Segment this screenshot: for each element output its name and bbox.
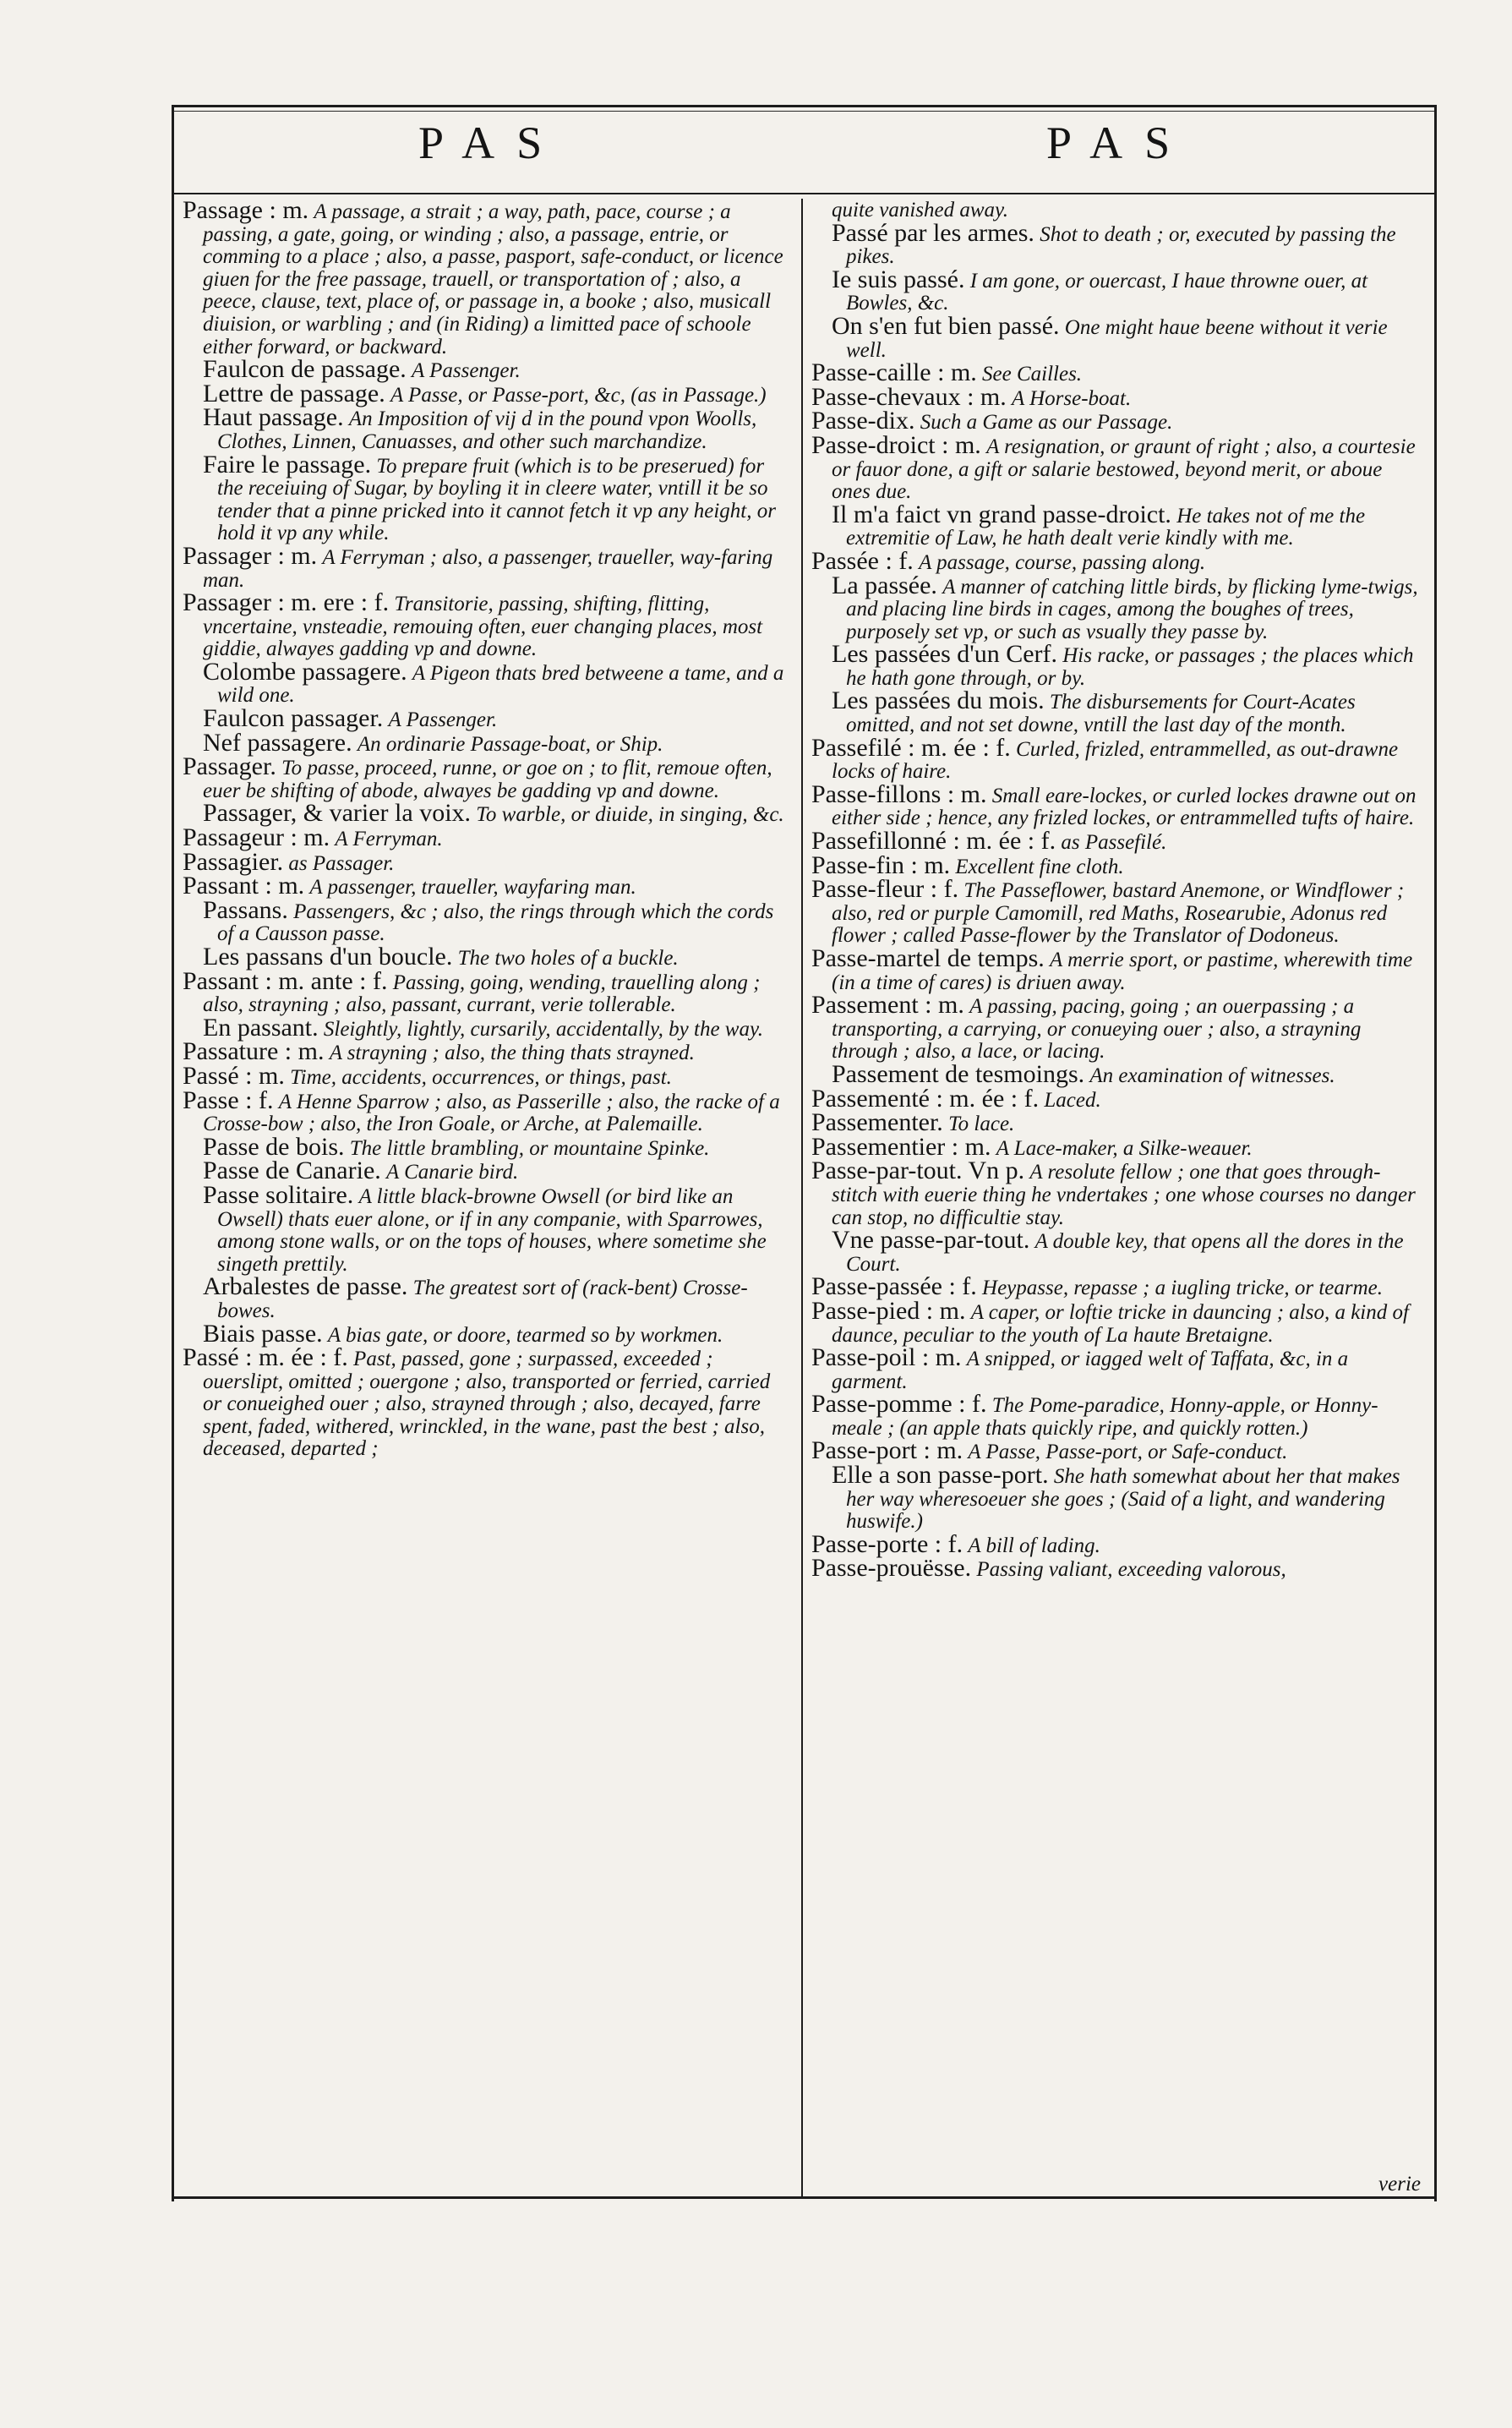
dictionary-entry — [811, 1226, 1420, 1276]
entry-definition: as Passager. — [288, 851, 395, 875]
entry-headword: Arbalestes de passe. — [203, 1272, 408, 1301]
entry-headword: Passe : f. — [183, 1085, 274, 1114]
entry-headword: Biais passe. — [203, 1319, 323, 1348]
entry-headword: Nef passagere. — [203, 728, 352, 757]
entry-definition: A passing, pacing, going ; an ouerpassing ; a transporting, a carrying, or conueying ouer ; also, a strayning through ; also, a lace, or lacing. — [832, 995, 1362, 1064]
entry-definition: A Canarie bird. — [386, 1161, 519, 1184]
entry-definition: A manner of catching little birds, by flicking lyme-twigs, and placing line birds in cages, among the boughes of trees, purposely set vp, or such as vsually they passe by. — [846, 575, 1418, 643]
entry-headword: Passé : m. — [183, 1061, 285, 1090]
frame-right-rule — [1434, 105, 1437, 2201]
entry-definition: A double key, that opens all the dores in the Court. — [846, 1230, 1404, 1276]
entry-definition: The Passeflower, bastard Anemone, or Windflower ; also, red or purple Camomill, red Maths, Rosearubie, Adonus red flower ; called Passe-flower by the Translator of Dodoneus. — [832, 879, 1405, 948]
entry-headword: Passager. — [183, 752, 276, 781]
entry-definition: The little brambling, or mountaine Spinke. — [349, 1136, 710, 1160]
entry-headword: Passe-dix. — [811, 407, 915, 435]
entry-headword: Passe-chevaux : m. — [811, 382, 1007, 411]
entry-definition: A Lace-maker, a Silke-weauer. — [996, 1136, 1253, 1160]
entry-headword: Passage : m. — [183, 196, 309, 224]
dictionary-entry — [811, 1296, 1420, 1347]
dictionary-entry — [183, 752, 791, 802]
dictionary-entry — [811, 430, 1420, 504]
entry-headword: Passé : m. ée : f. — [183, 1343, 348, 1372]
dictionary-entry — [811, 875, 1420, 948]
entry-headword: Passefillonné : m. ée : f. — [811, 827, 1056, 856]
dictionary-entry — [811, 686, 1420, 737]
entry-definition: A resolute fellow ; one that goes through-stitch with euerie thing he vndertakes ; one whose courses no danger can stop, no difficultie stay. — [832, 1161, 1416, 1229]
entry-headword: Passée : f. — [811, 546, 914, 575]
entry-definition: The disbursements for Court-Acates omitted, and not set downe, vntill the last day of the month. — [846, 691, 1356, 737]
entry-definition: A Passe, Passe-port, or Safe-conduct. — [968, 1441, 1288, 1464]
entry-definition: A passage, a strait ; a way, path, pace, course ; a passing, a gate, going, or winding ; also, a passage, entrie, or comming to a place ; also, a passe, pasport, safe-conduct, or licence giuen for the free passage, trauell, or transportation of ; also, a peece, clause, text, place of, or passage in, a booke ; also, musicall diuision, or warbling ; and (in Riding) a limitted pace of schoole either forward, or backward. — [203, 200, 783, 358]
header-rule — [173, 193, 1437, 194]
entry-headword: Haut passage. — [203, 403, 344, 432]
entry-headword: Faulcon de passage. — [203, 355, 407, 384]
entry-headword: Lettre de passage. — [203, 379, 385, 407]
entry-headword: Passe-droict : m. — [811, 430, 981, 459]
dictionary-entry — [811, 944, 1420, 994]
dictionary-entry — [183, 966, 791, 1017]
dictionary-entry — [183, 196, 791, 358]
dictionary-entry — [183, 1272, 791, 1322]
entry-definition: Time, accidents, occurrences, or things, past. — [290, 1065, 672, 1089]
entry-headword: Passe-caille : m. — [811, 358, 977, 387]
entry-headword: Faulcon passager. — [203, 704, 384, 733]
entry-definition: An ordinarie Passage-boat, or Ship. — [357, 732, 663, 756]
entry-headword: Passefilé : m. ée : f. — [811, 733, 1011, 762]
entry-definition: Passing, going, wending, trauelling along ; also, strayning ; also, passant, currant, verie tollerable. — [203, 971, 761, 1017]
entry-definition: See Cailles. — [982, 363, 1083, 386]
entry-headword: Ie suis passé. — [832, 265, 965, 293]
entry-definition: A bias gate, or doore, tearmed so by workmen. — [327, 1323, 723, 1347]
entry-definition: Past, passed, gone ; surpassed, exceeded ; ouerslipt, omitted ; ouergone ; also, transported or ferried, carried or conueighed ouer ; also, strayned through ; also, decayed, farre spent, faded, withered, wrinckled, in the wane, past the best ; also, deceased, departed ; — [203, 1348, 771, 1461]
entry-definition: A passenger, traueller, wayfaring man. — [309, 876, 636, 900]
column-divider — [801, 199, 803, 2196]
entry-headword: Passagier. — [183, 847, 284, 876]
entry-definition: The Pome-paradice, Honny-apple, or Honny-meale ; (an apple thats quickly ripe, and quickly rotten.) — [832, 1394, 1378, 1440]
entry-definition: To passe, proceed, runne, or goe on ; to flit, remoue often, euer be shifting of abode, alwayes be gadding vp and downe. — [203, 757, 772, 802]
entry-headword: Passe-martel de temps. — [811, 944, 1045, 972]
entry-definition: I am gone, or ouercast, I haue throwne ouer, at Bowles, &c. — [846, 269, 1368, 315]
entry-definition: A Passenger. — [388, 708, 498, 732]
dictionary-entry — [811, 1343, 1420, 1393]
entry-definition: Laced. — [1044, 1088, 1101, 1112]
dictionary-entry — [183, 1180, 791, 1276]
dictionary-entry — [183, 588, 791, 661]
entry-definition: Shot to death ; or, executed by passing the pikes. — [846, 222, 1396, 269]
frame-top-rule — [173, 105, 1437, 107]
entry-definition: To prepare fruit (which is to be preserued) for the receiuing of Sugar, by boyling it in cleere water, vntill it be so tender that a pinne pricked into it cannot fetch it vp any height, or hold it vp any while. — [217, 454, 776, 545]
entry-headword: Passe-fin : m. — [811, 850, 951, 879]
entry-definition: A resignation, or graunt of right ; also, a courtesie or fauor done, a gift or salarie bestowed, beyond merit, or aboue ones due. — [832, 435, 1416, 504]
entry-headword: Passager, & varier la voix. — [203, 799, 472, 828]
dictionary-entry — [811, 733, 1420, 784]
entry-headword: On s'en fut bien passé. — [832, 311, 1060, 340]
entry-definition: Heypasse, repasse ; a iugling tricke, or tearme. — [982, 1277, 1384, 1300]
entry-headword: La passée. — [832, 571, 937, 599]
entry-definition: A Ferryman ; also, a passenger, traueller, way-faring man. — [203, 545, 773, 592]
entry-definition: A Horse-boat. — [1012, 386, 1132, 410]
entry-definition: To lace. — [948, 1113, 1015, 1136]
entry-headword: Passageur : m. — [183, 823, 330, 852]
entry-headword: Passementé : m. ée : f. — [811, 1084, 1040, 1113]
running-head-left: PAS — [418, 118, 565, 168]
entry-headword: Passe-port : m. — [811, 1436, 963, 1465]
entry-definition: A merrie sport, or pastime, wherewith time (in a time of cares) is driuen away. — [832, 949, 1413, 994]
entry-headword: Passement de tesmoings. — [832, 1059, 1085, 1088]
entry-definition: Passengers, &c ; also, the rings through which the cords of a Causson passe. — [217, 900, 774, 946]
entry-definition: The greatest sort of (rack-bent) Crosse-bowes. — [217, 1277, 748, 1322]
entry-definition: A snipped, or iagged welt of Taffata, &c, in a garment. — [832, 1348, 1349, 1393]
dictionary-entry — [811, 640, 1420, 690]
entry-definition: She hath somewhat about her that makes her way wheresoeuer she goes ; (Said of a light, and wandering huswife.) — [846, 1465, 1400, 1534]
dictionary-entry — [183, 541, 791, 592]
entry-headword: Passe de bois. — [203, 1132, 345, 1161]
entry-headword: Passe-par-tout. Vn p. — [811, 1157, 1025, 1185]
dictionary-entry — [811, 571, 1420, 644]
entry-definition: as Passefilé. — [1061, 831, 1167, 855]
entry-headword: Faire le passage. — [203, 450, 372, 478]
entry-headword: Passe-prouësse. — [811, 1554, 972, 1583]
entry-definition: To warble, or diuide, in singing, &c. — [476, 803, 784, 827]
frame-top-rule-inner — [173, 111, 1437, 112]
entry-headword: Les passées d'un Cerf. — [832, 640, 1057, 669]
entry-definition: An examination of witnesses. — [1089, 1064, 1335, 1087]
entry-headword: Elle a son passe-port. — [832, 1461, 1049, 1490]
entry-headword: En passant. — [203, 1013, 319, 1042]
entry-headword: Passager : m. ere : f. — [183, 588, 390, 617]
entry-headword: Les passées du mois. — [832, 686, 1045, 715]
entry-headword: Passe-porte : f. — [811, 1529, 963, 1558]
entry-headword: Passe-fleur : f. — [811, 875, 959, 904]
entry-definition: A bill of lading. — [968, 1534, 1100, 1557]
dictionary-entry — [811, 1461, 1420, 1534]
entry-definition: The two holes of a buckle. — [457, 947, 679, 970]
entry-definition: quite vanished away. — [832, 199, 1008, 221]
entry-definition: Transitorie, passing, shifting, flitting, vncertaine, vnsteadie, remouing often, euer changing places, most giddie, alwayes gadding vp and downe. — [203, 593, 763, 661]
dictionary-entry — [183, 403, 791, 453]
entry-definition: One might haue beene without it verie well. — [846, 315, 1388, 362]
entry-definition: A caper, or loftie tricke in dauncing ; also, a kind of daunce, peculiar to the youth of La haute Bretaigne. — [832, 1300, 1409, 1347]
dictionary-entry — [811, 311, 1420, 362]
dictionary-entry — [183, 1061, 791, 1090]
entry-definition: An Imposition of vij d in the pound vpon Woolls, Clothes, Linnen, Canuasses, and other such marchandize. — [217, 407, 757, 453]
entry-definition: A Passe, or Passe-port, &c, (as in Passage.) — [390, 383, 767, 407]
entry-headword: Les passans d'un boucle. — [203, 943, 453, 971]
entry-headword: Passant : m. ante : f. — [183, 966, 388, 995]
entry-definition: A little black-browne Owsell (or bird like an Owsell) thats euer alone, or if in any companie, with Sparrowes, among stone walls, or on the tops of houses, where sometime she singeth prettily. — [217, 1184, 767, 1276]
catchword: verie — [1378, 2173, 1421, 2196]
entry-headword: Il m'a faict vn grand passe-droict. — [832, 500, 1171, 528]
entry-headword: Passe-pied : m. — [811, 1296, 966, 1325]
frame-left-rule — [172, 105, 174, 2201]
entry-headword: Passe-fillons : m. — [811, 779, 987, 808]
entry-headword: Passe de Canarie. — [203, 1157, 381, 1185]
dictionary-entry — [811, 500, 1420, 550]
dictionary-entry — [811, 779, 1420, 830]
entry-definition: A strayning ; also, the thing thats strayned. — [329, 1042, 695, 1065]
entry-headword: Vne passe-par-tout. — [832, 1226, 1030, 1255]
entry-headword: Passe-passée : f. — [811, 1272, 977, 1301]
entry-headword: Passementier : m. — [811, 1132, 991, 1161]
entry-definition: A Henne Sparrow ; also, as Passerille ; also, the racke of a Crosse-bow ; also, the Iron Goale, or Arche, at Palemaille. — [203, 1090, 780, 1136]
dictionary-entry — [183, 895, 791, 946]
dictionary-entry — [811, 1554, 1420, 1583]
running-head-right: PAS — [1046, 118, 1193, 168]
entry-headword: Passans. — [203, 895, 288, 924]
dictionary-entry — [183, 1343, 791, 1461]
dictionary-entry — [811, 1157, 1420, 1229]
entry-headword: Passementer. — [811, 1108, 943, 1137]
entry-definition: Sleightly, lightly, cursarily, accidentally, by the way. — [323, 1017, 763, 1041]
entry-headword: Passature : m. — [183, 1037, 325, 1066]
entry-headword: Passe solitaire. — [203, 1180, 354, 1209]
entry-definition: Such a Game as our Passage. — [920, 411, 1173, 435]
entry-definition: A passage, course, passing along. — [919, 550, 1206, 574]
entry-headword: Passement : m. — [811, 991, 964, 1020]
entry-headword: Colombe passagere. — [203, 657, 407, 686]
dictionary-entry — [183, 1085, 791, 1136]
entry-definition: Excellent fine cloth. — [955, 855, 1124, 878]
dictionary-entry — [811, 991, 1420, 1064]
entry-headword: Passé par les armes. — [832, 218, 1034, 247]
entry-headword: Passant : m. — [183, 872, 305, 900]
entry-headword: Passager : m. — [183, 541, 318, 570]
entry-headword: Passe-pomme : f. — [811, 1390, 987, 1419]
entry-definition: Small eare-lockes, or curled lockes drawne out on either side ; hence, any frizled lockes, or entrammelled tufts of haire. — [832, 784, 1416, 830]
entry-definition: Passing valiant, exceeding valorous, — [976, 1558, 1286, 1582]
left-column — [183, 196, 791, 1461]
dictionary-entry — [811, 265, 1420, 315]
entry-definition: He takes not of me the extremitie of Law, he hath dealt verie kindly with me. — [846, 504, 1366, 550]
dictionary-entry — [811, 1390, 1420, 1440]
frame-bottom-rule — [173, 2196, 1437, 2199]
entry-definition: A Pigeon thats bred betweene a tame, and a wild one. — [217, 661, 784, 708]
entry-definition: His racke, or passages ; the places which he hath gone through, or by. — [846, 644, 1414, 690]
entry-headword: Passe-poil : m. — [811, 1343, 962, 1372]
dictionary-entry — [811, 218, 1420, 269]
right-column — [811, 200, 1420, 1582]
entry-definition: A Ferryman. — [335, 828, 443, 851]
entry-definition: A Passenger. — [412, 359, 521, 383]
dictionary-entry — [183, 657, 791, 708]
entry-definition: Curled, frizled, entrammelled, as out-drawne locks of haire. — [832, 737, 1399, 784]
dictionary-entry — [183, 450, 791, 545]
